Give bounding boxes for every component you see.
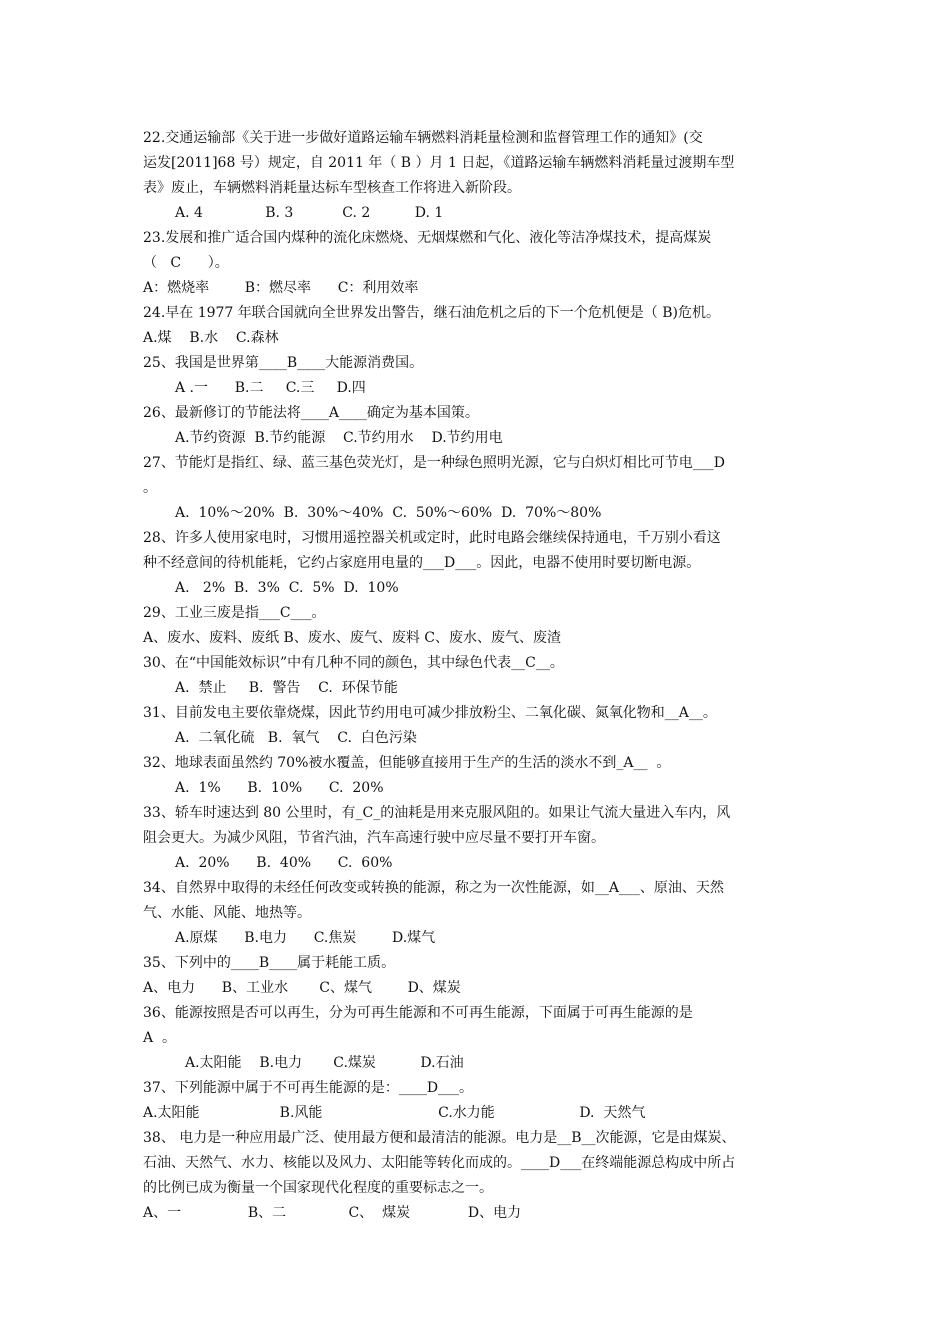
q25-line-1: 25、我国是世界第____B____大能源消费国。 [143,355,424,371]
q27-line-1: 27、节能灯是指红、绿、蓝三基色荧光灯，是一种绿色照明光源，它与白炽灯相比可节电___D [143,455,726,471]
q28-options: A. 2% B. 3% C. 5% D. 10% [175,580,399,596]
q31-options: A. 二氧化硫 B. 氧气 C. 白色污染 [175,730,417,746]
q33-options: A. 20% B. 40% C. 60% [175,855,393,871]
q25-options: A .一 B.二 C.三 D.四 [175,380,366,396]
q27-line-2: 。 [143,480,157,496]
q22-options: A. 4 B. 3 C. 2 D. 1 [175,205,444,221]
q33-line-2: 阻会更大。为减少风阻，节省汽油，汽车高速行驶中应尽量不要打开车窗。 [143,830,605,846]
q36-options: A.太阳能 B.电力 C.煤炭 D.石油 [185,1055,464,1071]
q29-line-1: 29、工业三废是指___C___。 [143,605,326,621]
q29-options: A、废水、废料、废纸 B、废水、废气、废料 C、废水、废气、废渣 [143,630,562,646]
q35-options: A、电力 B、工业水 C、煤气 D、煤炭 [143,980,461,996]
q23-line-1: 23.发展和推广适合国内煤种的流化床燃烧、无烟煤燃和气化、液化等洁净煤技术，提高煤炭 [143,230,712,246]
q37-line-1: 37、下列能源中属于不可再生能源的是：____D___。 [143,1080,474,1096]
q22-line-1: 22.交通运输部《关于进一步做好道路运输车辆燃料消耗量检测和监督管理工作的通知》(交 [143,130,703,146]
q28-line-2: 种不经意间的待机能耗，它约占家庭用电量的___D___。因此，电器不使用时要切断电源。 [143,555,701,571]
q30-options: A. 禁止 B. 警告 C. 环保节能 [175,680,398,696]
q26-line-1: 26、最新修订的节能法将____A____确定为基本国策。 [143,405,479,421]
q32-options: A. 1% B. 10% C. 20% [175,780,384,796]
q38-options: A、一 B、二 C、 煤炭 D、电力 [143,1205,522,1221]
q38-line-1: 38、 电力是一种应用最广泛、使用最方便和最清洁的能源。电力是__B__次能源，它是由煤炭、 [143,1130,736,1146]
q36-line-2: A 。 [143,1030,177,1046]
q38-line-2: 石油、天然气、水力、核能以及风力、太阳能等转化而成的。____D___在终端能源总构成中所占 [143,1155,736,1171]
q31-line-1: 31、目前发电主要依靠烧煤，因此节约用电可减少排放粉尘、二氧化碳、氮氧化物和__A__。 [143,705,717,721]
q23-line-2: （ C ）。 [143,255,229,271]
q34-line-1: 34、自然界中取得的未经任何改变或转换的能源，称之为一次性能源，如__A___、原油、天然 [143,880,724,896]
q34-line-2: 气、水能、风能、地热等。 [143,905,311,921]
q28-line-1: 28、许多人使用家电时，习惯用遥控器关机或定时，此时电路会继续保持通电，千万别小看这 [143,530,721,546]
q26-options: A.节约资源 B.节约能源 C.节约用水 D.节约用电 [175,430,503,446]
q24-options: A.煤 B.水 C.森林 [143,330,279,346]
q27-options: A. 10%～20% B. 30%～40% C. 50%～60% D. 70%～80% [175,505,602,521]
q37-options: A.太阳能 B.风能 C.水力能 D. 天然气 [143,1105,646,1121]
q32-line-1: 32、地球表面虽然约 70%被水覆盖，但能够直接用于生产的生活的淡水不到_A__ 。 [143,755,671,771]
q22-line-3: 表》废止，车辆燃料消耗量达标车型核查工作将进入新阶段。 [143,180,521,196]
q33-line-1: 33、轿车时速达到 80 公里时，有_C_的油耗是用来克服风阻的。如果让气流大量进入车内，风 [143,805,731,821]
q24-line-1: 24.早在 1977 年联合国就向全世界发出警告，继石油危机之后的下一个危机便是（ B)危机。 [143,305,720,321]
q34-options: A.原煤 B.电力 C.焦炭 D.煤气 [175,930,436,946]
q22-line-2: 运发[2011]68 号）规定，自 2011 年（ B ）月 1 日起，《道路运输车辆燃料消耗量过渡期车型 [143,155,735,171]
q36-line-1: 36、能源按照是否可以再生，分为可再生能源和不可再生能源，下面属于可再生能源的是 [143,1005,693,1021]
q38-line-3: 的比例已成为衡量一个国家现代化程度的重要标志之一。 [143,1180,493,1196]
q23-options: A：燃烧率 B：燃尽率 C：利用效率 [143,280,419,296]
q35-line-1: 35、下列中的____B____属于耗能工质。 [143,955,396,971]
q30-line-1: 30、在“中国能效标识”中有几种不同的颜色，其中绿色代表__C__。 [143,655,564,671]
